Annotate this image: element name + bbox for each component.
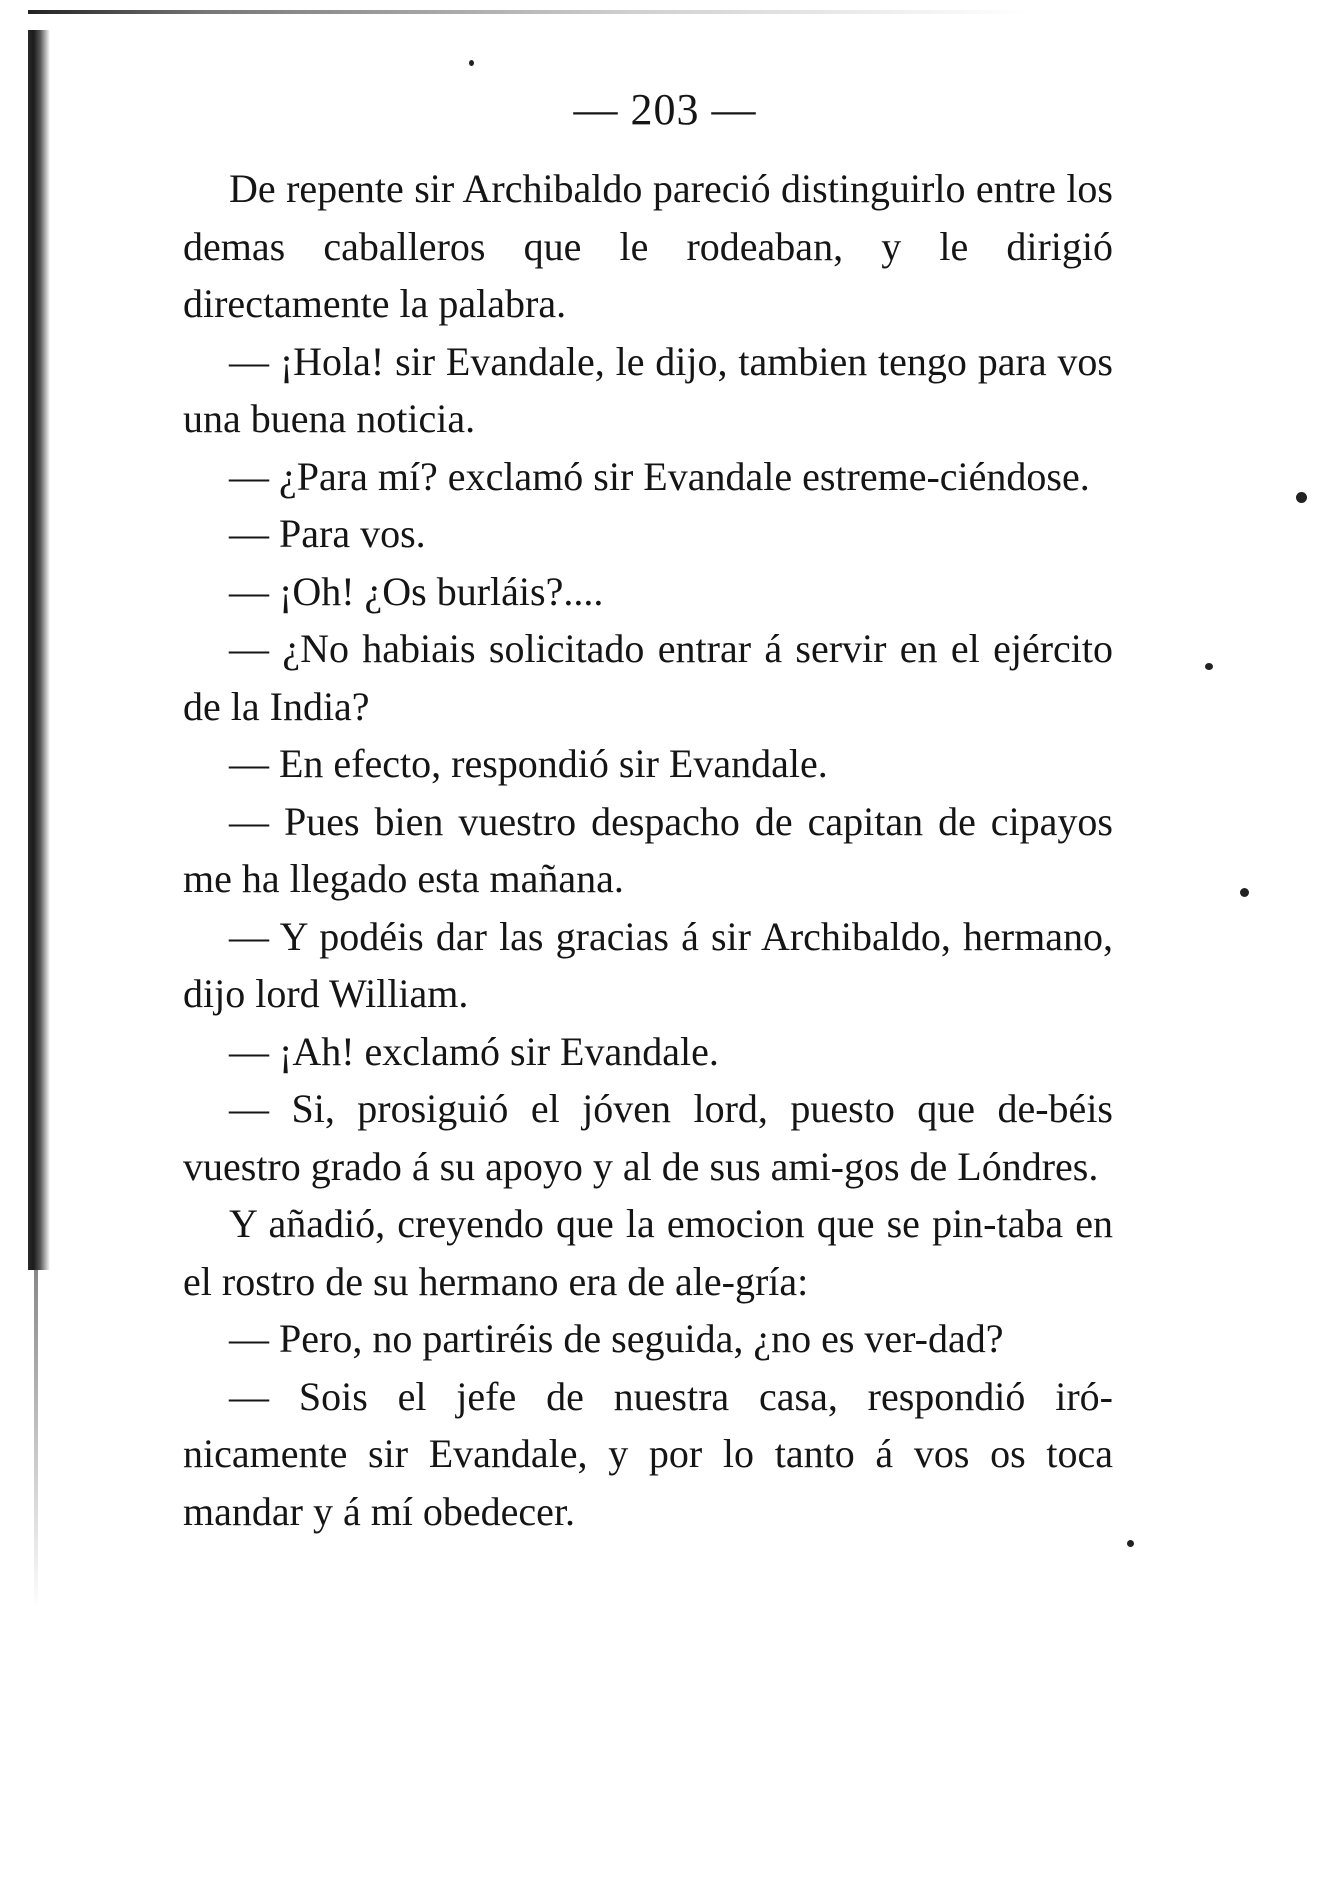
paragraph: Y añadió, creyendo que la emocion que se pin-taba en el rostro de su hermano era de ale-gría: bbox=[183, 1201, 1113, 1304]
scan-shadow-left-fade bbox=[34, 1270, 38, 1610]
scan-shadow-left-edge bbox=[28, 30, 50, 1270]
dialogue-line: — Si, prosiguió el jóven lord, puesto que de-béis vuestro grado á su apoyo y al de sus ami-gos de Lóndres. bbox=[183, 1086, 1113, 1189]
dialogue-line: — ¡Hola! sir Evandale, le dijo, tambien tengo para vos una buena noticia. bbox=[183, 338, 1113, 441]
ink-speck bbox=[469, 60, 474, 66]
dialogue-line: — Y podéis dar las gracias á sir Archibaldo, hermano, dijo lord William. bbox=[183, 913, 1113, 1016]
dialogue-line: — ¿Para mí? exclamó sir Evandale estreme-ciéndose. bbox=[229, 453, 1090, 499]
scan-shadow-top-edge bbox=[28, 10, 1028, 14]
ink-speck bbox=[1296, 492, 1307, 503]
dialogue-line: — Para vos. bbox=[229, 511, 426, 556]
dialogue-line: — En efecto, respondió sir Evandale. bbox=[229, 741, 828, 786]
page-body-text bbox=[183, 160, 1113, 1540]
dialogue-line: — Sois el jefe de nuestra casa, respondió iró-nicamente sir Evandale, y por lo tanto á vos os toca mandar y á mí obedecer. bbox=[183, 1373, 1113, 1534]
dialogue-line: — Pero, no partiréis de seguida, ¿no es ver-dad? bbox=[229, 1316, 1004, 1361]
ink-speck bbox=[1127, 1540, 1134, 1547]
dialogue-line: — ¡Oh! ¿Os burláis?.... bbox=[229, 568, 604, 614]
ink-speck bbox=[1240, 888, 1249, 897]
page-number: — 203 — bbox=[573, 85, 757, 134]
ink-speck bbox=[1205, 663, 1213, 670]
dialogue-line: — ¡Ah! exclamó sir Evandale. bbox=[229, 1028, 719, 1074]
paragraph: De repente sir Archibaldo pareció distinguirlo entre los demas caballeros que le rodeaban, y le dirigió directamente la palabra. bbox=[183, 166, 1113, 326]
dialogue-line: — ¿No habiais solicitado entrar á servir en el ejército de la India? bbox=[183, 626, 1113, 729]
dialogue-line: — Pues bien vuestro despacho de capitan de cipayos me ha llegado esta mañana. bbox=[183, 798, 1113, 901]
